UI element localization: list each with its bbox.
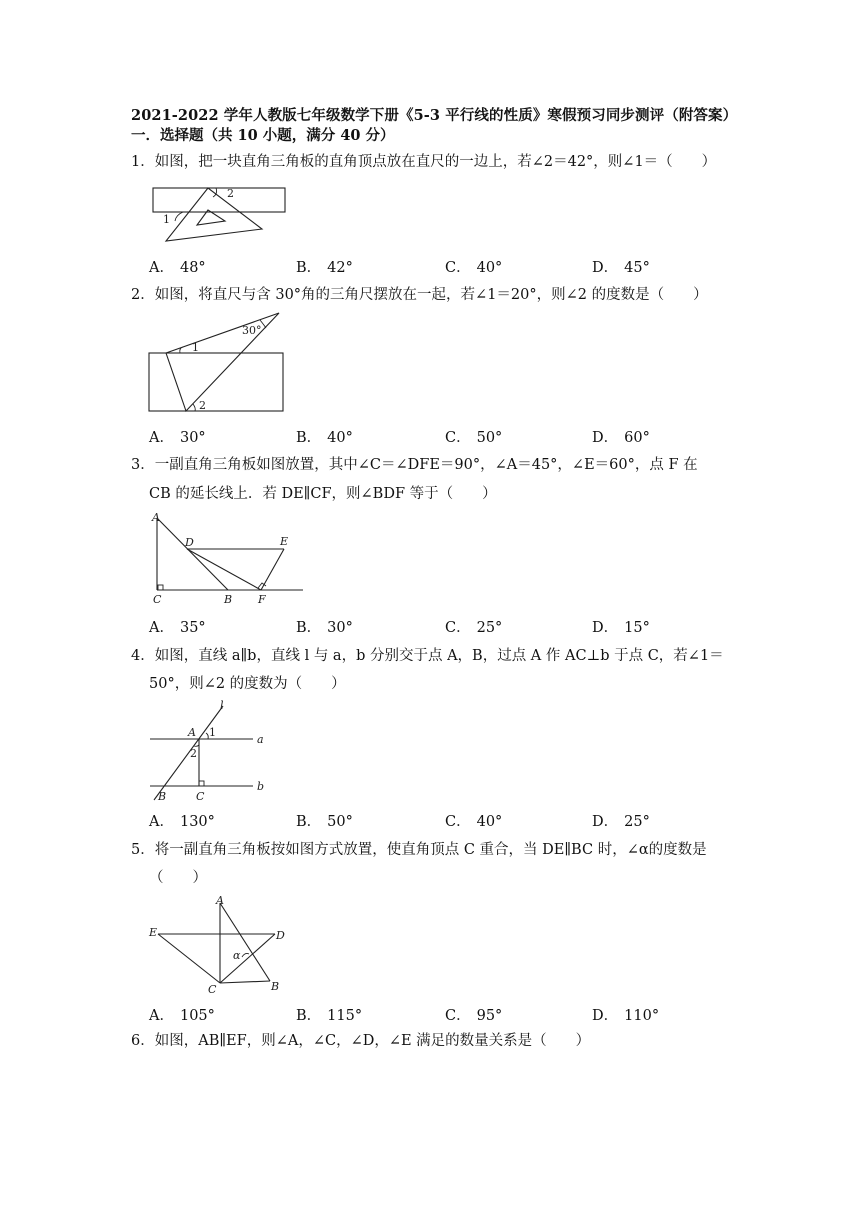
figure-label-f: F xyxy=(258,593,266,606)
question-text: 如图，AB∥EF，则∠A，∠C，∠D，∠E 满足的数量关系是（ ） xyxy=(154,1033,591,1049)
figure-label-d: D xyxy=(185,536,194,549)
question-4-line-2: 50°，则∠2 的度数为（ ） xyxy=(149,676,346,692)
option-a[interactable]: A． 130° xyxy=(149,814,215,830)
question-6 xyxy=(131,1029,731,1054)
option-b[interactable]: B． 30° xyxy=(296,620,353,636)
option-b[interactable]: B． 115° xyxy=(296,1008,363,1024)
question-5-line-2: （ ） xyxy=(149,870,207,886)
figure-q5 xyxy=(148,895,298,995)
question-number: 6． xyxy=(131,1033,155,1049)
figure-label-a: A xyxy=(152,511,160,524)
options-q1 xyxy=(149,256,749,276)
question-2 xyxy=(131,283,731,308)
figure-q2 xyxy=(148,310,288,415)
question-3 xyxy=(131,453,731,478)
option-a[interactable]: A． 48° xyxy=(149,260,206,276)
section-heading: 一．选择题（共 10 小题，满分 40 分） xyxy=(131,127,395,144)
figure-label-c: C xyxy=(153,593,162,606)
question-number: 1． xyxy=(131,154,155,170)
figure-q1 xyxy=(150,183,290,243)
question-number: 5． xyxy=(131,842,155,858)
figure-label-l: l xyxy=(220,699,224,712)
options-q4 xyxy=(149,810,749,830)
question-text: 如图，把一块直角三角板的直角顶点放在直尺的一边上，若∠2＝42°，则∠1＝（ ） xyxy=(154,154,717,170)
figure-label-a: A xyxy=(216,894,224,907)
option-a[interactable]: A． 35° xyxy=(149,620,206,636)
figure-label-c: C xyxy=(208,983,217,996)
question-text: 如图，将直尺与含 30°角的三角尺摆放在一起，若∠1＝20°，则∠2 的度数是（ ） xyxy=(154,287,708,303)
figure-label-2: 2 xyxy=(199,399,206,412)
figure-q4 xyxy=(148,700,268,805)
option-c[interactable]: C． 95° xyxy=(445,1008,503,1024)
options-q3 xyxy=(149,616,749,636)
question-3-line-2: CB 的延长线上．若 DE∥CF，则∠BDF 等于（ ） xyxy=(149,486,497,502)
option-c[interactable]: C． 25° xyxy=(445,620,503,636)
option-c[interactable]: C． 50° xyxy=(445,430,503,446)
figure-label-30: 30° xyxy=(242,324,262,337)
figure-label-2: 2 xyxy=(190,747,197,760)
question-number: 2． xyxy=(131,287,155,303)
figure-label-b: B xyxy=(271,980,280,993)
options-q2 xyxy=(149,426,749,446)
figure-label-1: 1 xyxy=(209,726,216,739)
option-c[interactable]: C． 40° xyxy=(445,260,503,276)
question-text: 如图，直线 a∥b，直线 l 与 a，b 分别交于点 A，B，过点 A 作 AC⊥b 于点 C，若∠1＝ xyxy=(154,648,724,664)
question-1 xyxy=(131,150,731,175)
option-d[interactable]: D． 45° xyxy=(592,260,650,276)
question-text: 将一副直角三角板按如图方式放置，使直角顶点 C 重合，当 DE∥BC 时，∠α的度数是 xyxy=(154,842,707,858)
option-d[interactable]: D． 60° xyxy=(592,430,650,446)
figure-label-1: 1 xyxy=(163,213,170,226)
options-q5 xyxy=(149,1004,749,1024)
option-d[interactable]: D． 110° xyxy=(592,1008,660,1024)
option-a[interactable]: A． 105° xyxy=(149,1008,215,1024)
option-b[interactable]: B． 42° xyxy=(296,260,353,276)
figure-label-d: D xyxy=(276,929,285,942)
figure-label-b-point: B xyxy=(158,790,167,803)
document-title: 2021-2022 学年人教版七年级数学下册《5-3 平行线的性质》寒假预习同步测评（附答案） xyxy=(131,107,738,124)
question-4 xyxy=(131,644,731,669)
option-b[interactable]: B． 50° xyxy=(296,814,353,830)
figure-q3 xyxy=(148,510,308,605)
figure-label-e: E xyxy=(280,535,289,548)
option-d[interactable]: D． 25° xyxy=(592,814,650,830)
question-number: 3． xyxy=(131,457,155,473)
figure-label-alpha: α xyxy=(233,949,241,962)
figure-label-line-b: b xyxy=(257,780,265,793)
question-text: 一副直角三角板如图放置，其中∠C＝∠DFE＝90°，∠A＝45°，∠E＝60°，点 F 在 xyxy=(154,457,698,473)
option-b[interactable]: B． 40° xyxy=(296,430,353,446)
option-d[interactable]: D． 15° xyxy=(592,620,650,636)
option-a[interactable]: A． 30° xyxy=(149,430,206,446)
figure-label-line-a: a xyxy=(257,733,264,746)
figure-label-1: 1 xyxy=(192,341,199,354)
figure-label-c: C xyxy=(196,790,205,803)
figure-label-2: 2 xyxy=(227,187,234,200)
figure-label-a-point: A xyxy=(188,726,196,739)
figure-label-e: E xyxy=(149,926,158,939)
figure-label-b: B xyxy=(224,593,233,606)
question-5 xyxy=(131,838,731,863)
question-number: 4． xyxy=(131,648,155,664)
option-c[interactable]: C． 40° xyxy=(445,814,503,830)
